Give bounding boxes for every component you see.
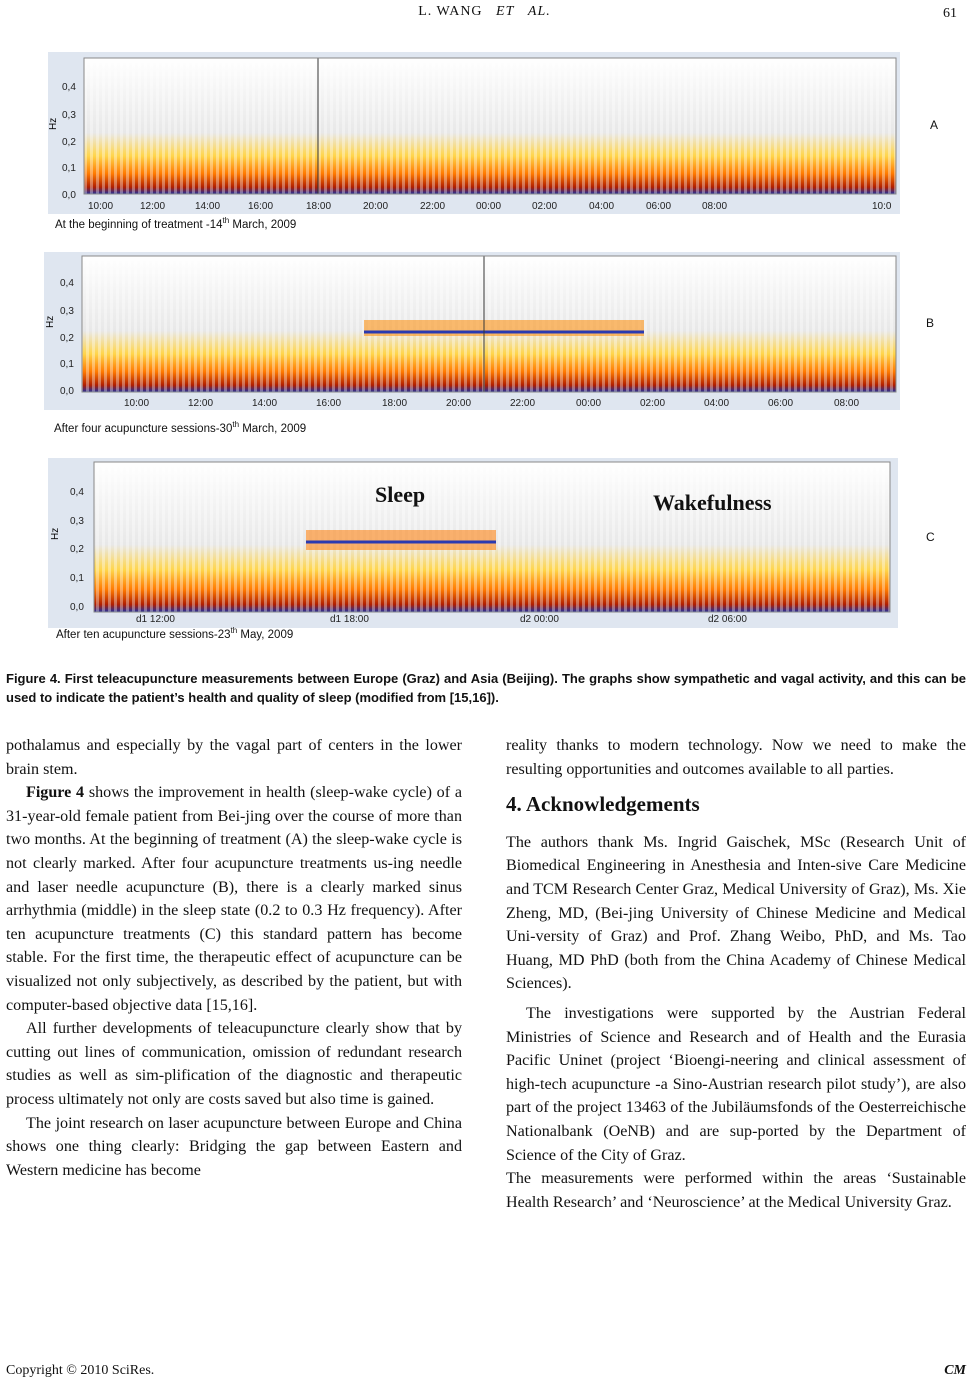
- panel-a-caption-date: March, 2009: [229, 218, 297, 231]
- left-column: [6, 734, 462, 1182]
- paragraph: All further developments of teleacupuncture clearly show that by cutting out lines of communication, omission of redundant research studies as well as sim-plification of the diagnostic and therapeutic process ultimately not only are costs saved but also time is gained.: [6, 1020, 462, 1108]
- x-tick: 14:00: [195, 201, 221, 212]
- y-tick: 0,1: [62, 163, 76, 174]
- panel-a-caption-text: At the beginning of treatment -14: [55, 218, 223, 231]
- x-tick: 02:00: [532, 201, 558, 212]
- paragraph: The investigations were supported by the Austrian Federal Ministries of Science and Research and of Health and the Eurasia Pacific Uninet (project ‘Bioengi-neering and clinical assessment of high-tech acupuncture -a Sino-Austrian research pilot study’), are also part of the project 13463 of the Jubiläumsfonds of the Oesterreichische Nationalbank (OeNB) and are sup-ported by the Department of Science of the City of Graz.: [506, 1004, 966, 1164]
- x-tick: 04:00: [704, 398, 730, 409]
- running-head-al: AL.: [527, 4, 551, 19]
- y-tick: 0,1: [60, 359, 74, 370]
- running-head-et: ET: [496, 4, 515, 19]
- spectrogram-a: [48, 52, 900, 214]
- x-tick: 06:00: [646, 201, 672, 212]
- panel-b-caption-text: After four acupuncture sessions-30: [54, 422, 233, 435]
- panel-c-caption-text: After ten acupuncture sessions-23: [56, 628, 231, 641]
- y-unit-a: Hz: [48, 117, 59, 130]
- panel-c-letter: C: [926, 530, 935, 544]
- y-tick: 0,3: [70, 516, 84, 527]
- paragraph: The joint research on laser acupuncture between Europe and China shows one thing clearly: Bridging the gap between Eastern and Western medicine has become: [6, 1114, 462, 1179]
- panel-c-caption-sup: th: [230, 626, 238, 635]
- page-number: 61: [943, 6, 957, 21]
- x-tick: 16:00: [316, 398, 342, 409]
- y-tick: 0,4: [60, 278, 74, 289]
- y-tick: 0,2: [70, 544, 84, 555]
- running-head: [0, 4, 969, 20]
- x-tick: 22:00: [420, 201, 446, 212]
- paragraph-text: shows the improvement in health (sleep-wake cycle) of a 31-year-old female patient from Bei-jing over the course of more than two months. At the beginning of treatment (A) the sleep-wake cycle is not clearly marked. After four acupuncture treatments us-ing needle and laser needle acupuncture (B), there is a clearly marked sinus arrhythmia (middle) in the sleep state (0.2 to 0.3 Hz frequency). After ten acupuncture treatments (C) this standard pattern has become stable. For the first time, the therapeutic effect of acupuncture can be visualized not only subjectively, as described by the patient, but with computer-based objective data [15,16].: [6, 784, 462, 1014]
- x-tick: 02:00: [640, 398, 666, 409]
- x-tick: 16:00: [248, 201, 274, 212]
- journal-abbrev: CM: [944, 1363, 966, 1378]
- running-head-author: L. WANG: [418, 4, 483, 19]
- annotation-sleep: Sleep: [375, 482, 426, 507]
- panel-b-caption-sup: th: [232, 420, 240, 429]
- x-tick: d1 12:00: [136, 614, 175, 625]
- x-tick: 14:00: [252, 398, 278, 409]
- section-heading: 4. Acknowledgements: [506, 792, 700, 817]
- paragraph: [6, 781, 462, 1017]
- paragraph: The measurements were performed within the areas ‘Sustainable Health Research’ and ‘Neuroscience’ at the Medical University Graz.: [506, 1170, 966, 1211]
- y-tick: 0,2: [62, 137, 76, 148]
- x-tick: 10:00: [88, 201, 114, 212]
- y-tick: 0,3: [62, 110, 76, 121]
- panel-a-caption-sup: th: [222, 216, 230, 225]
- figure-caption: Figure 4. First teleacupuncture measurements between Europe (Graz) and Asia (Beijing). The graphs show sympathetic and vagal activity, and this can be used to indicate the patient’s health and quality of sleep (modified from [15,16]).: [6, 671, 966, 705]
- x-tick: 12:00: [188, 398, 214, 409]
- y-tick: 0,2: [60, 333, 74, 344]
- annotation-wakefulness: Wakefulness: [653, 490, 772, 515]
- y-tick: 0,3: [60, 306, 74, 317]
- y-tick: 0,1: [70, 573, 84, 584]
- x-tick: d1 18:00: [330, 614, 369, 625]
- spectrogram-c: [48, 458, 898, 628]
- panel-a-caption: [55, 216, 296, 231]
- x-tick: 00:00: [476, 201, 502, 212]
- panel-b-letter: B: [926, 316, 935, 330]
- spectrogram-panel-b: [44, 252, 900, 410]
- spectrogram-b: [44, 252, 900, 410]
- x-tick: 08:00: [834, 398, 860, 409]
- panel-b-caption: [54, 420, 306, 435]
- y-unit-c: Hz: [50, 527, 61, 540]
- y-tick: 0,0: [60, 386, 74, 397]
- y-tick: 0,4: [70, 487, 84, 498]
- x-tick: d2 06:00: [708, 614, 747, 625]
- x-tick: 18:00: [306, 201, 332, 212]
- x-tick: 10:0: [872, 201, 892, 212]
- panel-a-letter: A: [930, 118, 939, 132]
- right-column: [506, 734, 966, 1214]
- paragraph: The authors thank Ms. Ingrid Gaischek, MSc (Research Unit of Biomedical Engineering in Anesthesia and Inten-sive Care Medicine and TCM Research Center Graz, Medical University of Graz), Ms. Xie Zheng, MD, (Bei-jing University of Chinese Medicine and Medical Uni-versity of Graz) and Prof. Zhang Weibo, PhD, and Ms. Tao Huang, MD PhD (both from the China Academy of Chinese Medical Sciences).: [506, 833, 966, 993]
- y-tick: 0,0: [70, 602, 84, 613]
- x-tick: 12:00: [140, 201, 166, 212]
- x-tick: 18:00: [382, 398, 408, 409]
- paragraph: pothalamus and especially by the vagal part of centers in the lower brain stem.: [6, 737, 462, 778]
- panel-c-caption-date: May, 2009: [237, 628, 294, 641]
- y-tick: 0,0: [62, 190, 76, 201]
- x-tick: 04:00: [589, 201, 615, 212]
- spectrogram-panel-a: [48, 52, 900, 214]
- x-tick: 20:00: [446, 398, 472, 409]
- x-tick: 10:00: [124, 398, 150, 409]
- paragraph: reality thanks to modern technology. Now we need to make the resulting opportunities and outcomes available to all parties.: [506, 737, 966, 778]
- x-tick: 20:00: [363, 201, 389, 212]
- x-tick: 06:00: [768, 398, 794, 409]
- figure-reference: Figure 4: [26, 784, 85, 802]
- spectrogram-panel-c: [48, 458, 898, 628]
- panel-b-caption-date: March, 2009: [239, 422, 307, 435]
- page-header: [0, 4, 969, 26]
- panel-c-caption: [56, 626, 293, 641]
- y-unit-b: Hz: [45, 315, 56, 328]
- x-tick: 08:00: [702, 201, 728, 212]
- x-tick: d2 00:00: [520, 614, 559, 625]
- copyright: Copyright © 2010 SciRes.: [6, 1363, 155, 1378]
- y-tick: 0,4: [62, 82, 76, 93]
- x-tick: 22:00: [510, 398, 536, 409]
- x-tick: 00:00: [576, 398, 602, 409]
